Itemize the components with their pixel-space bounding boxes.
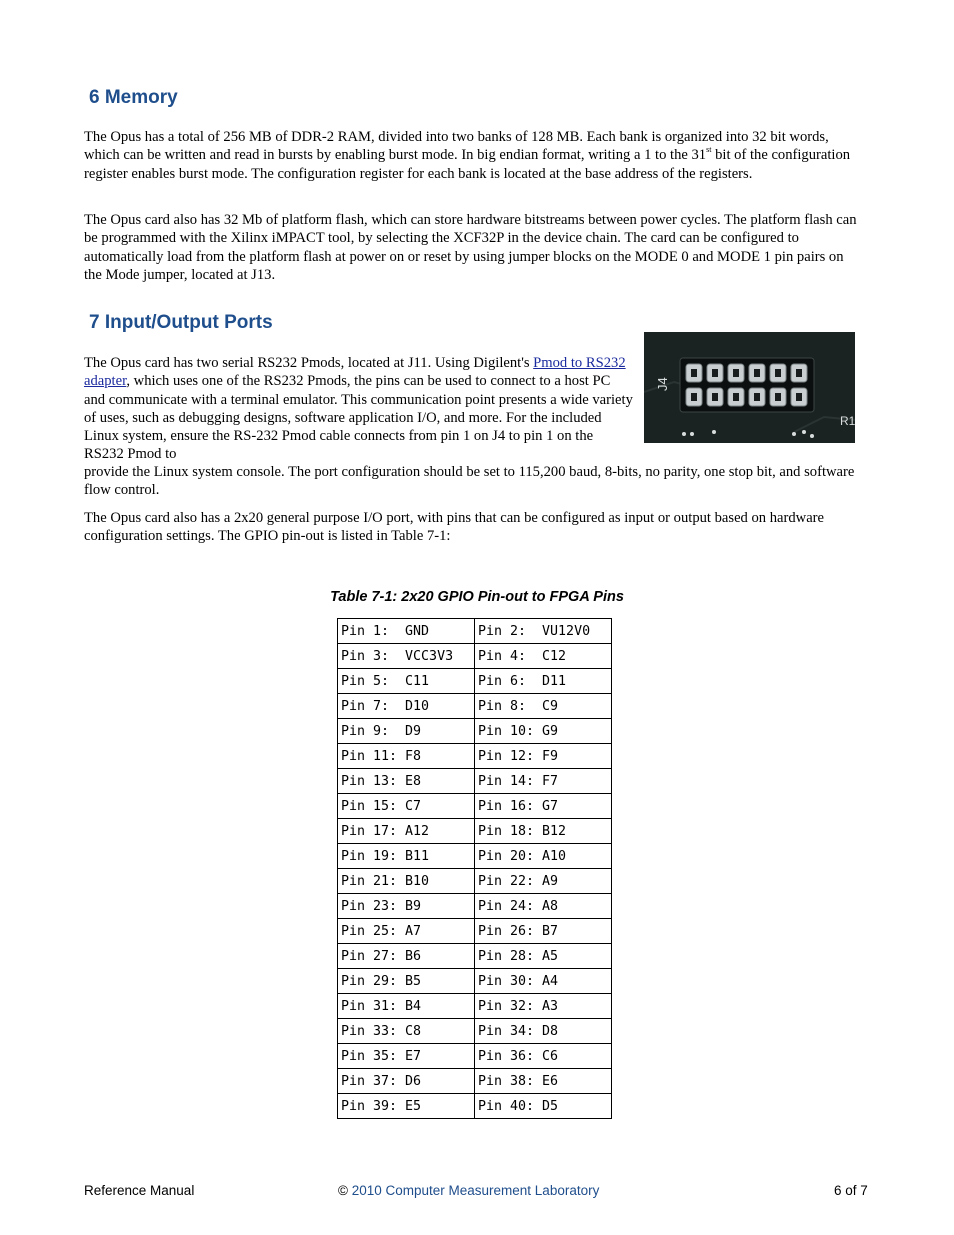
table-cell: Pin 17: A12 [338,819,475,844]
table-cell: Pin 31: B4 [338,994,475,1019]
io-paragraph-2: The Opus card also has a 2x20 general purpose I/O port, with pins that can be configured as input or output based on hardware configuration settings. The GPIO pin-out is listed in Table 7-1: [84,510,825,545]
table-row [338,944,612,969]
gpio-pinout-table [337,618,612,1119]
table-cell: Pin 19: B11 [338,844,475,869]
table-row [338,994,612,1019]
table-cell: Pin 32: A3 [475,994,612,1019]
table-cell: Pin 18: B12 [475,819,612,844]
table-cell: Pin 20: A10 [475,844,612,869]
table-cell: Pin 22: A9 [475,869,612,894]
table-cell: Pin 34: D8 [475,1019,612,1044]
table-cell: Pin 38: E6 [475,1069,612,1094]
footer-copyright-text: 2010 Computer Measurement Laboratory [347,1183,600,1198]
table-cell: Pin 13: E8 [338,769,475,794]
table-row [338,894,612,919]
table-cell: Pin 24: A8 [475,894,612,919]
table-cell: Pin 33: C8 [338,1019,475,1044]
section-7-heading: 7 Input/Output Ports [89,312,273,333]
table-cell: Pin 21: B10 [338,869,475,894]
table-cell: Pin 8: C9 [475,694,612,719]
pcb-photo-svg [644,332,855,443]
table-cell: Pin 10: G9 [475,719,612,744]
table-row [338,644,612,669]
table-row [338,744,612,769]
io-p1-text-b: , which uses one of the RS232 Pmods, the pins can be used to connect to a host PC and communicate with a terminal emulator. This communication point presents a wide variety of uses, such as debugging designs, software application I/O, and more. For the included Linux system, ensure the RS-232 Pmod cable connects from pin 1 on J4 to pin 1 on the RS232 Pmod to [84,373,633,463]
table-cell: Pin 25: A7 [338,919,475,944]
table-cell: Pin 29: B5 [338,969,475,994]
table-row [338,619,612,644]
table-cell: Pin 16: G7 [475,794,612,819]
table-cell: Pin 30: A4 [475,969,612,994]
memory-paragraph-2: The Opus card also has 32 Mb of platform flash, which can store hardware bitstreams between power cycles. The platform flash can be programmed with the Xilinx iMPACT tool, by selecting the XCF32P in the device chain. The card can be configured to automatically load from the platform flash at power on or reset by using jumper blocks on the MODE 0 and MODE 1 pin pairs on the Mode jumper, located at J13. [84,212,857,283]
table-cell: Pin 40: D5 [475,1094,612,1119]
table-caption: Table 7-1: 2x20 GPIO Pin-out to FPGA Pins [330,589,624,605]
table-cell: Pin 15: C7 [338,794,475,819]
io-paragraph-1-cont: provide the Linux system console. The port configuration should be set to 115,200 baud, 8-bits, no parity, one stop bit, and software flow control. [84,464,855,499]
table-row [338,869,612,894]
table-row [338,969,612,994]
footer-left: Reference Manual [84,1183,195,1198]
table-row [338,769,612,794]
table-cell: Pin 14: F7 [475,769,612,794]
section-6-heading: 6 Memory [89,87,178,108]
j4-connector-photo [644,332,855,443]
footer-center [338,1183,599,1198]
table-cell: Pin 9: D9 [338,719,475,744]
table-row [338,819,612,844]
table-cell: Pin 2: VU12V0 [475,619,612,644]
table-cell: Pin 4: C12 [475,644,612,669]
memory-p1-text-b: bit of the configuration register enables burst mode. The configuration register for each bank is located at the base address of the registers. [84,147,851,182]
superscript-st: st [706,145,712,155]
table-row [338,844,612,869]
table-cell: Pin 37: D6 [338,1069,475,1094]
table-cell: Pin 5: C11 [338,669,475,694]
table-row [338,1094,612,1119]
footer-page-number: 6 of 7 [834,1183,868,1198]
table-cell: Pin 23: B9 [338,894,475,919]
table-cell: Pin 36: C6 [475,1044,612,1069]
table-row [338,1019,612,1044]
pmod-rs232-adapter-link[interactable]: Pmod to RS232 adapter [84,355,626,390]
table-cell: Pin 7: D10 [338,694,475,719]
gpio-table-body [338,619,612,1119]
memory-paragraph-1 [84,128,859,183]
table-cell: Pin 3: VCC3V3 [338,644,475,669]
table-cell: Pin 27: B6 [338,944,475,969]
table-cell: Pin 28: A5 [475,944,612,969]
table-row [338,1069,612,1094]
io-p1-text-a: The Opus card has two serial RS232 Pmods, located at J11. Using Digilent's [84,355,534,371]
table-row [338,719,612,744]
table-row [338,919,612,944]
io-paragraph-1 [84,354,634,464]
r1-label: R1 [840,414,855,428]
table-cell: Pin 6: D11 [475,669,612,694]
table-row [338,669,612,694]
memory-p1-text-a: The Opus has a total of 256 MB of DDR-2 RAM, divided into two banks of 128 MB. Each bank is organized into 32 bit words, which can be written and read in bursts by enabling burst mode. In big endian format, writing a 1 to the 31 [84,129,829,164]
table-cell: Pin 1: GND [338,619,475,644]
table-cell: Pin 35: E7 [338,1044,475,1069]
table-row [338,794,612,819]
table-row [338,694,612,719]
table-row [338,1044,612,1069]
table-cell: Pin 12: F9 [475,744,612,769]
table-cell: Pin 26: B7 [475,919,612,944]
j4-label: J4 [655,377,670,391]
table-cell: Pin 11: F8 [338,744,475,769]
copyright-symbol: © [338,1183,348,1198]
table-cell: Pin 39: E5 [338,1094,475,1119]
